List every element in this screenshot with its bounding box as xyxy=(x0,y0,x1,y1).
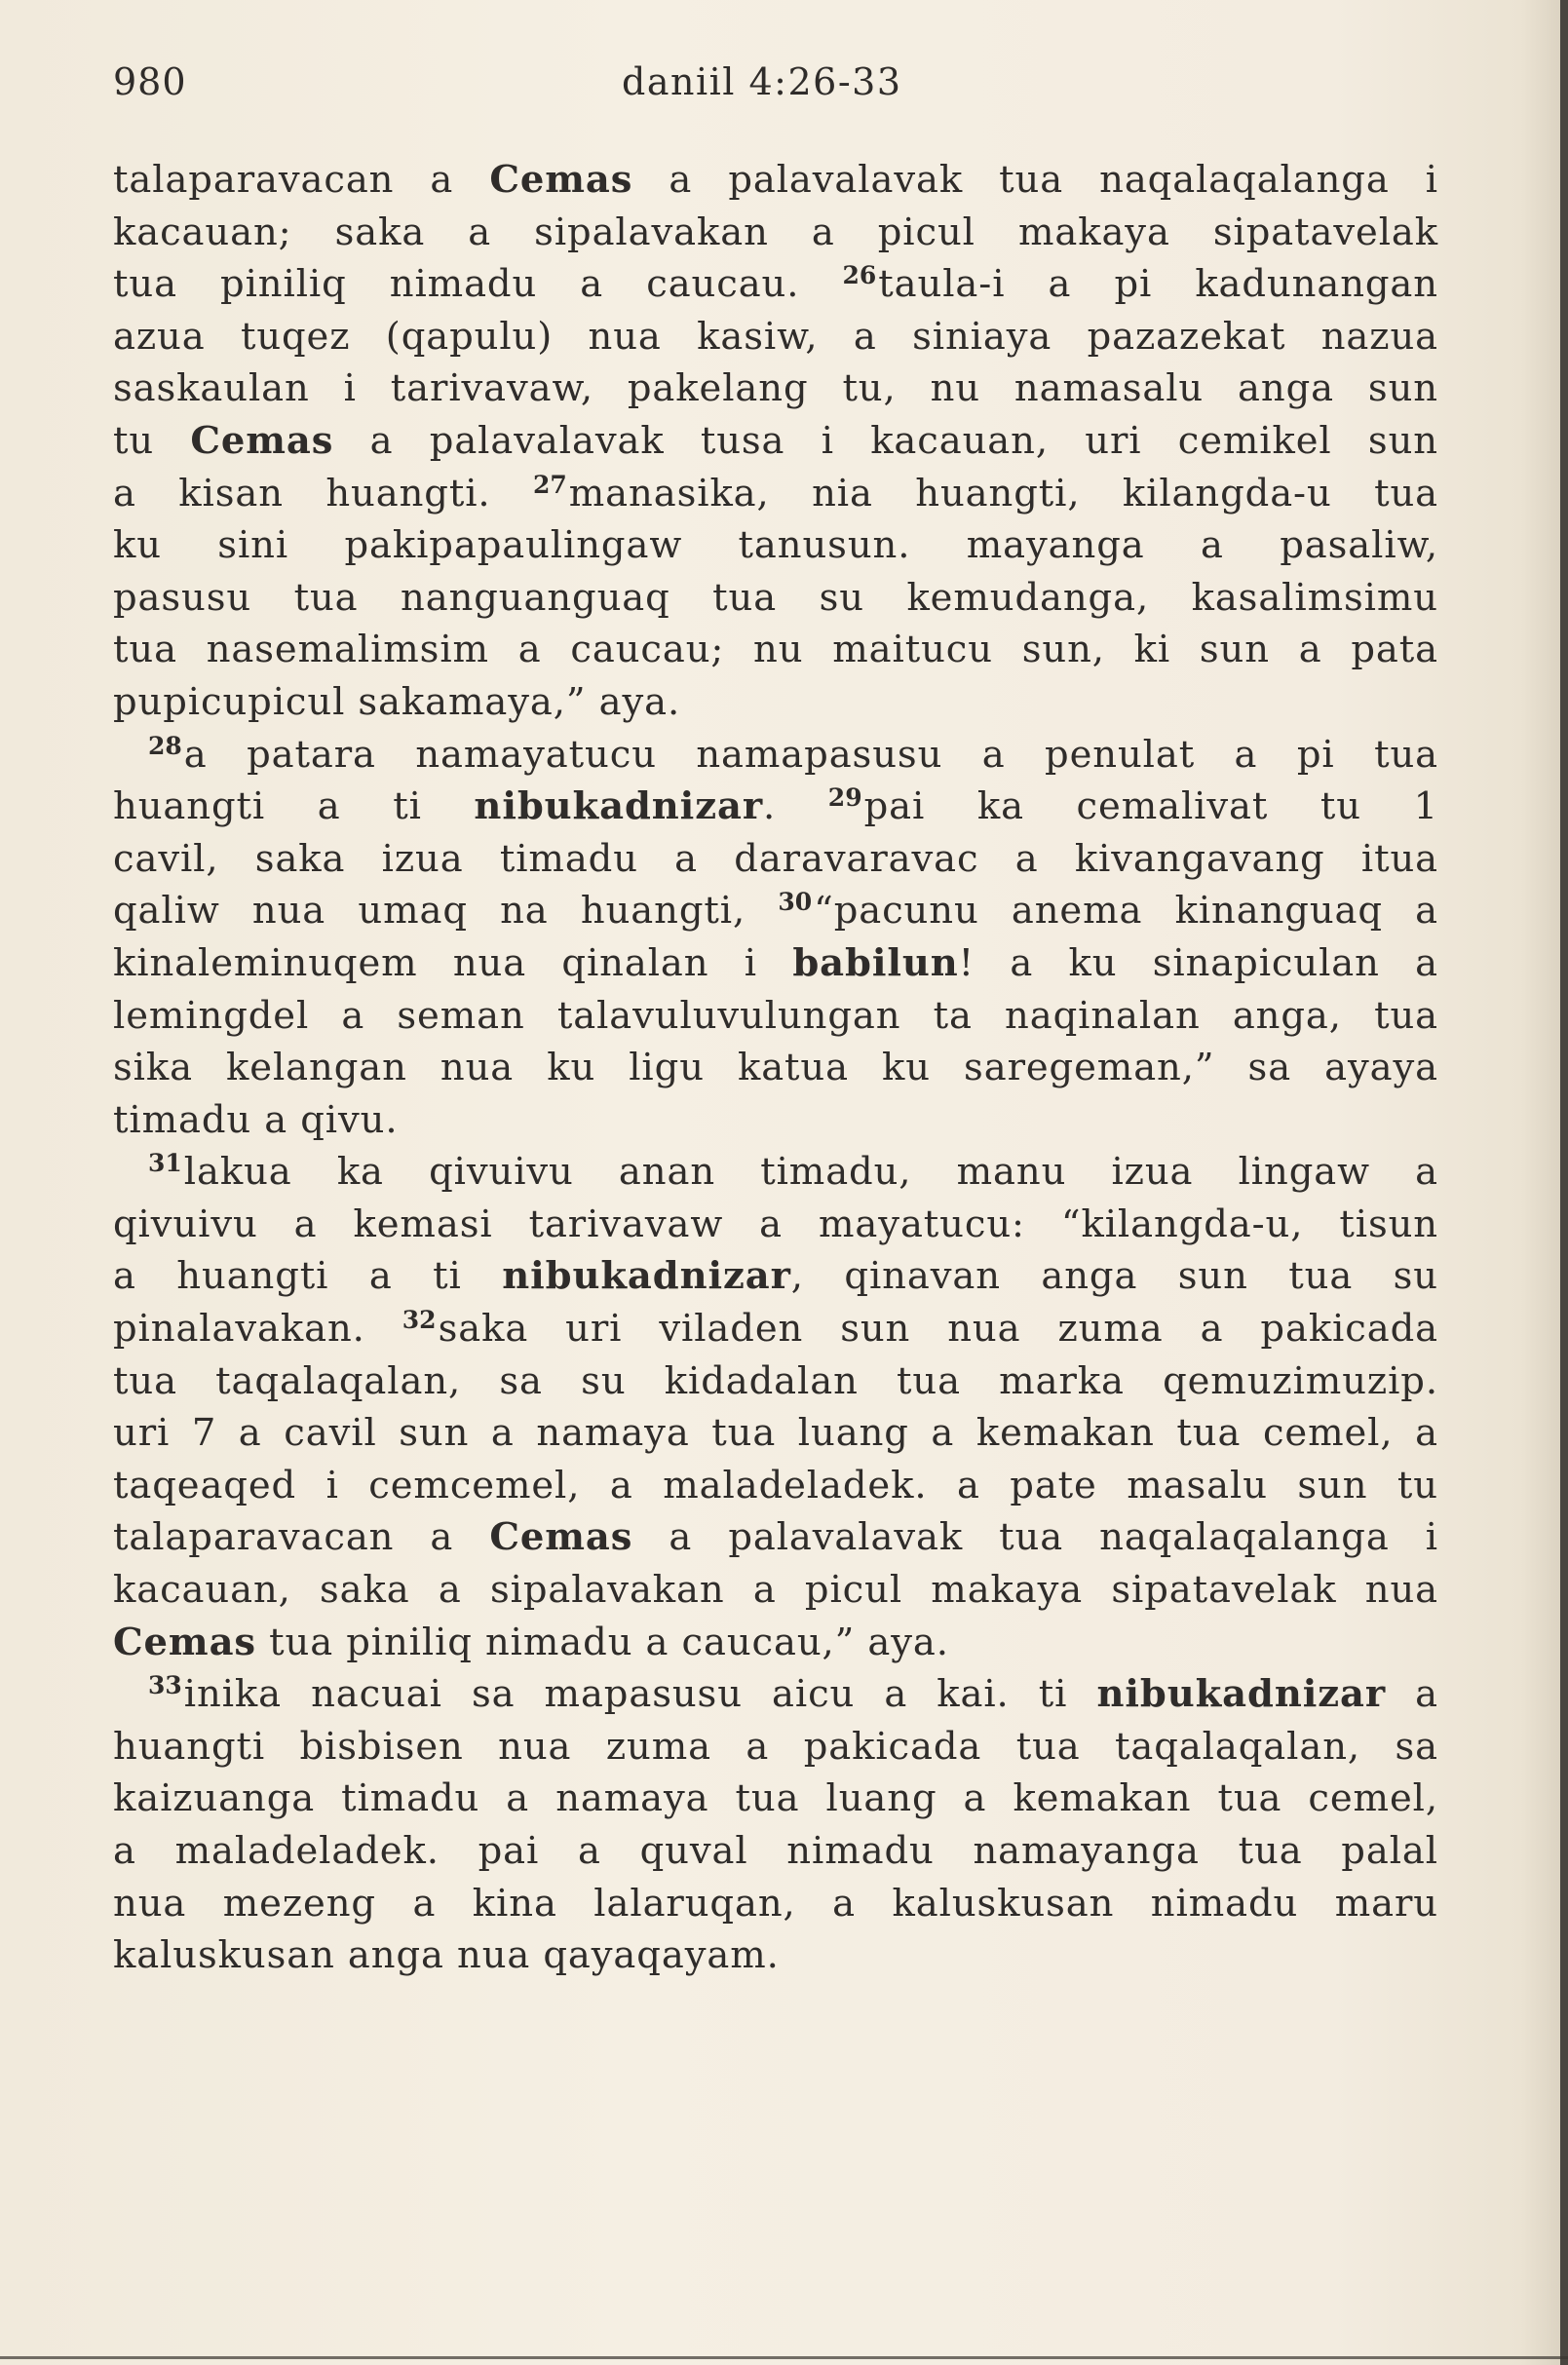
text-run: saka uri viladen sun nua zuma a pakicada xyxy=(438,1307,1438,1352)
text-run: . xyxy=(763,784,828,829)
text-run: taqeaqed i cemcemel, a maladeladek. a pate masalu sun tu xyxy=(113,1463,1438,1507)
text-run: taula-i a pi kadunangan xyxy=(878,262,1438,307)
text-line xyxy=(113,1199,1438,1251)
page-bottom-edge xyxy=(0,2356,1568,2359)
text-line xyxy=(113,1094,1438,1147)
text-line xyxy=(113,1878,1438,1930)
body-text xyxy=(113,154,1438,1982)
text-line xyxy=(113,1773,1438,1825)
page-number: 980 xyxy=(113,60,187,103)
text-run: tua piniliq nimadu a caucau,” aya. xyxy=(256,1620,949,1664)
text-line xyxy=(113,1511,1438,1564)
text-line xyxy=(113,833,1438,886)
bold-term: Cemas xyxy=(190,418,334,463)
text-run: saskaulan i tarivavaw, pakelang tu, nu namasalu anga sun xyxy=(113,366,1438,411)
text-line xyxy=(113,1721,1438,1774)
text-line xyxy=(113,885,1438,937)
text-line xyxy=(113,1564,1438,1617)
text-run: pai ka cemalivat tu 1 xyxy=(863,784,1438,829)
text-line xyxy=(113,1146,1438,1199)
text-run: qivuivu a kemasi tarivavaw a mayatucu: “kilangda-u, tisun xyxy=(113,1202,1438,1246)
text-run: a maladeladek. pai a quval nimadu namayanga tua palal xyxy=(113,1829,1438,1873)
verse-number: 26 xyxy=(842,261,877,290)
verse-number: 29 xyxy=(827,783,862,813)
text-line xyxy=(113,415,1438,468)
text-run: timadu a qivu. xyxy=(113,1097,399,1142)
text-run: kacauan, saka a sipalavakan a picul makaya sipatavelak nua xyxy=(113,1568,1438,1613)
book-binding-edge xyxy=(1560,0,1568,2365)
text-line xyxy=(113,1668,1438,1721)
bold-term: Cemas xyxy=(113,1620,256,1664)
bold-term: nibukadnizar xyxy=(474,784,764,829)
text-run: , qinavan anga sun tua su xyxy=(790,1254,1438,1299)
bold-term: nibukadnizar xyxy=(502,1254,791,1299)
text-line xyxy=(113,729,1438,782)
text-line xyxy=(113,154,1438,207)
text-line xyxy=(113,1460,1438,1512)
verse-number: 30 xyxy=(778,888,813,917)
text-line xyxy=(113,676,1438,729)
text-line xyxy=(113,207,1438,259)
text-line xyxy=(113,1250,1438,1303)
text-run: a huangti a ti xyxy=(113,1254,503,1299)
text-run: qaliw nua umaq na huangti, xyxy=(113,889,779,934)
bold-term: nibukadnizar xyxy=(1096,1672,1387,1717)
text-run: a patara namayatucu namapasusu a penulat a pi tua xyxy=(183,732,1438,777)
text-line xyxy=(113,258,1438,311)
verse-number: 31 xyxy=(148,1149,182,1178)
verse-number: 28 xyxy=(148,731,182,760)
text-line xyxy=(113,990,1438,1043)
text-line xyxy=(113,468,1438,520)
text-run: tua piniliq nimadu a caucau. xyxy=(113,262,843,307)
text-run: tu xyxy=(113,418,191,463)
text-run: kaluskusan anga nua qayaqayam. xyxy=(113,1933,780,1978)
text-run: kacauan; saka a sipalavakan a picul makaya sipatavelak xyxy=(113,210,1438,254)
text-run: a xyxy=(1386,1672,1438,1717)
text-run: nua mezeng a kina lalaruqan, a kaluskusan nimadu maru xyxy=(113,1881,1438,1926)
text-run: cavil, saka izua timadu a daravaravac a kivangavang itua xyxy=(113,836,1438,881)
chapter-reference: daniil 4:26-33 xyxy=(622,60,902,103)
bold-term: Cemas xyxy=(489,158,633,202)
text-run: azua tuqez (qapulu) nua kasiw, a siniaya pazazekat nazua xyxy=(113,314,1438,359)
text-run: pasusu tua nanguanguaq tua su kemudanga, kasalimsimu xyxy=(113,575,1438,620)
bold-term: babilun xyxy=(792,940,959,985)
text-line xyxy=(113,1042,1438,1094)
text-run: kinaleminuqem nua qinalan i xyxy=(113,940,793,985)
text-run: ku sini pakipapaulingaw tanusun. mayanga a pasaliw, xyxy=(113,523,1438,568)
text-line xyxy=(113,362,1438,415)
text-line xyxy=(113,1355,1438,1408)
text-run: inika nacuai sa mapasusu aicu a kai. ti xyxy=(183,1672,1097,1717)
text-line xyxy=(113,572,1438,625)
text-run: tua nasemalimsim a caucau; nu maitucu sun, ki sun a pata xyxy=(113,628,1438,672)
text-run: pupicupicul sakamaya,” aya. xyxy=(113,679,681,724)
text-run: “pacunu anema kinanguaq a xyxy=(814,889,1438,934)
text-run: lemingdel a seman talavuluvulungan ta naqinalan anga, tua xyxy=(113,993,1438,1038)
text-run: sika kelangan nua ku ligu katua ku saregeman,” sa ayaya xyxy=(113,1046,1438,1090)
text-run: a kisan huangti. xyxy=(113,471,533,515)
verse-number: 27 xyxy=(532,470,567,499)
text-line xyxy=(113,1303,1438,1355)
verse-number: 33 xyxy=(148,1671,182,1700)
text-line xyxy=(113,1617,1438,1669)
text-run: talaparavacan a xyxy=(113,1515,490,1560)
text-line xyxy=(113,1407,1438,1460)
text-run: tua taqalaqalan, sa su kidadalan tua marka qemuzimuzip. xyxy=(113,1358,1438,1403)
bold-term: Cemas xyxy=(489,1515,633,1560)
text-line xyxy=(113,1825,1438,1878)
text-run: uri 7 a cavil sun a namaya tua luang a kemakan tua cemel, a xyxy=(113,1411,1438,1456)
text-run: a palavalavak tua naqalaqalanga i xyxy=(632,1515,1438,1560)
text-run: a palavalavak tua naqalaqalanga i xyxy=(632,158,1438,202)
text-line xyxy=(113,937,1438,990)
text-line xyxy=(113,1929,1438,1982)
text-line xyxy=(113,624,1438,676)
running-header xyxy=(113,60,1438,119)
text-run: lakua ka qivuivu anan timadu, manu izua lingaw a xyxy=(183,1150,1438,1195)
text-line xyxy=(113,781,1438,833)
text-run: kaizuanga timadu a namaya tua luang a kemakan tua cemel, xyxy=(113,1776,1438,1821)
text-line xyxy=(113,311,1438,363)
text-run: pinalavakan. xyxy=(113,1307,402,1352)
text-run: a palavalavak tusa i kacauan, uri cemikel sun xyxy=(333,418,1438,463)
text-run: manasika, nia huangti, kilangda-u tua xyxy=(568,471,1438,515)
verse-number: 32 xyxy=(402,1306,437,1335)
text-run: talaparavacan a xyxy=(113,158,490,202)
text-run: huangti a ti xyxy=(113,784,475,829)
text-run: huangti bisbisen nua zuma a pakicada tua taqalaqalan, sa xyxy=(113,1724,1438,1769)
text-run: ! a ku sinapiculan a xyxy=(958,940,1439,985)
text-line xyxy=(113,519,1438,572)
